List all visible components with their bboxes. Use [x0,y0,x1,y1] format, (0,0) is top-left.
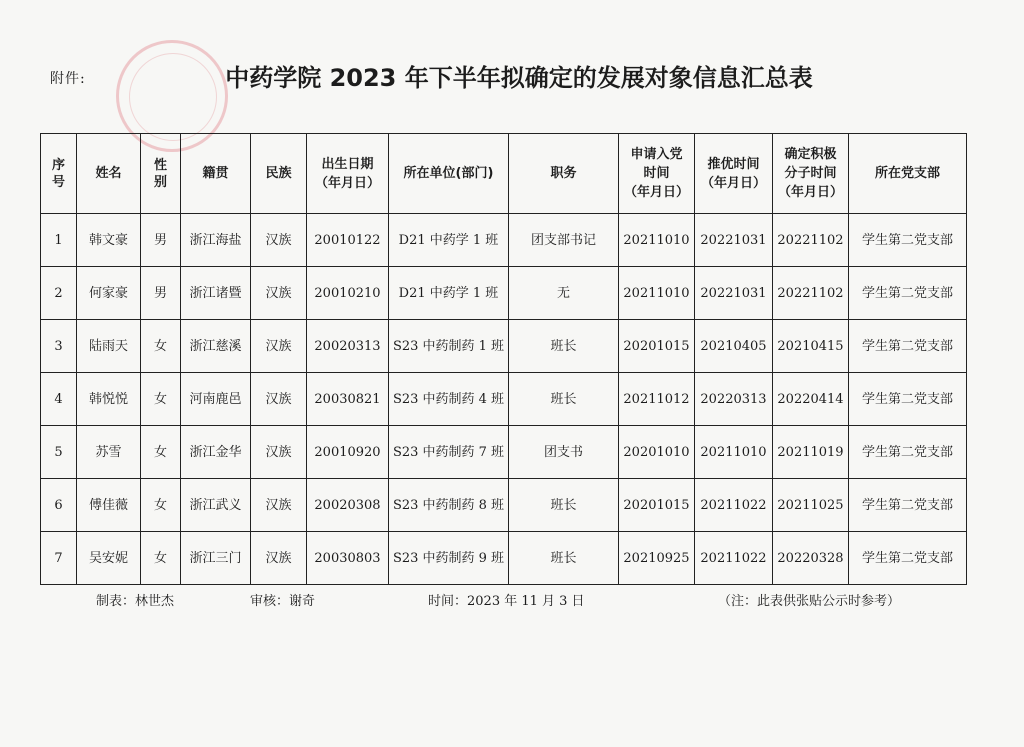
cell-gender: 女 [141,479,181,532]
cell-position: 班长 [509,320,619,373]
col-header-birth: 出生日期 （年月日） [307,134,389,214]
cell-origin: 浙江金华 [181,426,251,479]
cell-branch: 学生第二党支部 [849,479,967,532]
cell-apply-date: 20211010 [619,214,695,267]
cell-birth: 20020308 [307,479,389,532]
table-row [41,532,967,585]
col-header-branch: 所在党支部 [849,134,967,214]
cell-ethnicity: 汉族 [251,373,307,426]
cell-origin: 浙江慈溪 [181,320,251,373]
cell-ethnicity: 汉族 [251,479,307,532]
cell-birth: 20030803 [307,532,389,585]
cell-origin: 浙江海盐 [181,214,251,267]
cell-gender: 男 [141,214,181,267]
cell-birth: 20010920 [307,426,389,479]
cell-activist-date: 20221102 [773,267,849,320]
cell-recommend-date: 20211010 [695,426,773,479]
cell-apply-date: 20201015 [619,320,695,373]
cell-recommend-date: 20221031 [695,214,773,267]
cell-position: 班长 [509,532,619,585]
cell-branch: 学生第二党支部 [849,426,967,479]
col-header-activist-date: 确定积极 分子时间 （年月日） [773,134,849,214]
col-header-gender: 性 别 [141,134,181,214]
cell-index: 3 [41,320,77,373]
cell-unit: S23 中药制药 8 班 [389,479,509,532]
cell-index: 5 [41,426,77,479]
cell-origin: 浙江诸暨 [181,267,251,320]
cell-position: 班长 [509,373,619,426]
table-row [41,267,967,320]
cell-index: 4 [41,373,77,426]
cell-name: 吴安妮 [77,532,141,585]
cell-position: 班长 [509,479,619,532]
cell-origin: 河南鹿邑 [181,373,251,426]
cell-index: 6 [41,479,77,532]
cell-unit: D21 中药学 1 班 [389,267,509,320]
cell-ethnicity: 汉族 [251,320,307,373]
cell-birth: 20030821 [307,373,389,426]
cell-index: 2 [41,267,77,320]
cell-gender: 女 [141,320,181,373]
cell-activist-date: 20211025 [773,479,849,532]
cell-apply-date: 20211010 [619,267,695,320]
cell-birth: 20010210 [307,267,389,320]
cell-activist-date: 20221102 [773,214,849,267]
cell-recommend-date: 20210405 [695,320,773,373]
cell-unit: S23 中药制药 9 班 [389,532,509,585]
cell-position: 团支书 [509,426,619,479]
cell-ethnicity: 汉族 [251,214,307,267]
cell-ethnicity: 汉族 [251,267,307,320]
cell-birth: 20010122 [307,214,389,267]
cell-gender: 男 [141,267,181,320]
cell-activist-date: 20211019 [773,426,849,479]
cell-origin: 浙江武义 [181,479,251,532]
table-row [41,320,967,373]
cell-branch: 学生第二党支部 [849,373,967,426]
cell-position: 无 [509,267,619,320]
cell-unit: S23 中药制药 4 班 [389,373,509,426]
cell-index: 7 [41,532,77,585]
cell-position: 团支部书记 [509,214,619,267]
cell-apply-date: 20201010 [619,426,695,479]
cell-name: 傅佳薇 [77,479,141,532]
cell-gender: 女 [141,532,181,585]
cell-index: 1 [41,214,77,267]
cell-name: 何家豪 [77,267,141,320]
footer-note: （注：此表供张贴公示时参考） [718,594,901,609]
cell-recommend-date: 20220313 [695,373,773,426]
footer-maker: 制表：林世杰 [96,594,175,609]
cell-gender: 女 [141,426,181,479]
page-title: 中药学院 2023 年下半年拟确定的发展对象信息汇总表 [225,64,813,92]
cell-recommend-date: 20221031 [695,267,773,320]
cell-unit: S23 中药制药 7 班 [389,426,509,479]
cell-name: 韩文豪 [77,214,141,267]
cell-unit: D21 中药学 1 班 [389,214,509,267]
footer-reviewer: 审核：谢奇 [250,594,316,609]
cell-gender: 女 [141,373,181,426]
footer-date: 时间：2023 年 11 月 3 日 [428,594,585,609]
cell-recommend-date: 20211022 [695,532,773,585]
cell-activist-date: 20210415 [773,320,849,373]
table-row [41,479,967,532]
cell-origin: 浙江三门 [181,532,251,585]
cell-name: 苏雪 [77,426,141,479]
col-header-unit: 所在单位(部门) [389,134,509,214]
table-header-row [41,134,967,214]
col-header-position: 职务 [509,134,619,214]
cell-recommend-date: 20211022 [695,479,773,532]
cell-ethnicity: 汉族 [251,426,307,479]
table-row [41,373,967,426]
cell-branch: 学生第二党支部 [849,267,967,320]
cell-name: 陆雨天 [77,320,141,373]
col-header-recommend-date: 推优时间 （年月日） [695,134,773,214]
table-row [41,214,967,267]
col-header-ethnicity: 民族 [251,134,307,214]
cell-branch: 学生第二党支部 [849,532,967,585]
cell-apply-date: 20210925 [619,532,695,585]
cell-name: 韩悦悦 [77,373,141,426]
info-table [40,133,967,585]
col-header-name: 姓名 [77,134,141,214]
table-row [41,426,967,479]
cell-branch: 学生第二党支部 [849,214,967,267]
cell-birth: 20020313 [307,320,389,373]
cell-apply-date: 20211012 [619,373,695,426]
cell-ethnicity: 汉族 [251,532,307,585]
cell-activist-date: 20220414 [773,373,849,426]
cell-branch: 学生第二党支部 [849,320,967,373]
cell-apply-date: 20201015 [619,479,695,532]
col-header-index: 序 号 [41,134,77,214]
cell-unit: S23 中药制药 1 班 [389,320,509,373]
col-header-apply-date: 申请入党 时间 （年月日） [619,134,695,214]
cell-activist-date: 20220328 [773,532,849,585]
col-header-origin: 籍贯 [181,134,251,214]
attachment-label: 附件: [50,71,86,87]
